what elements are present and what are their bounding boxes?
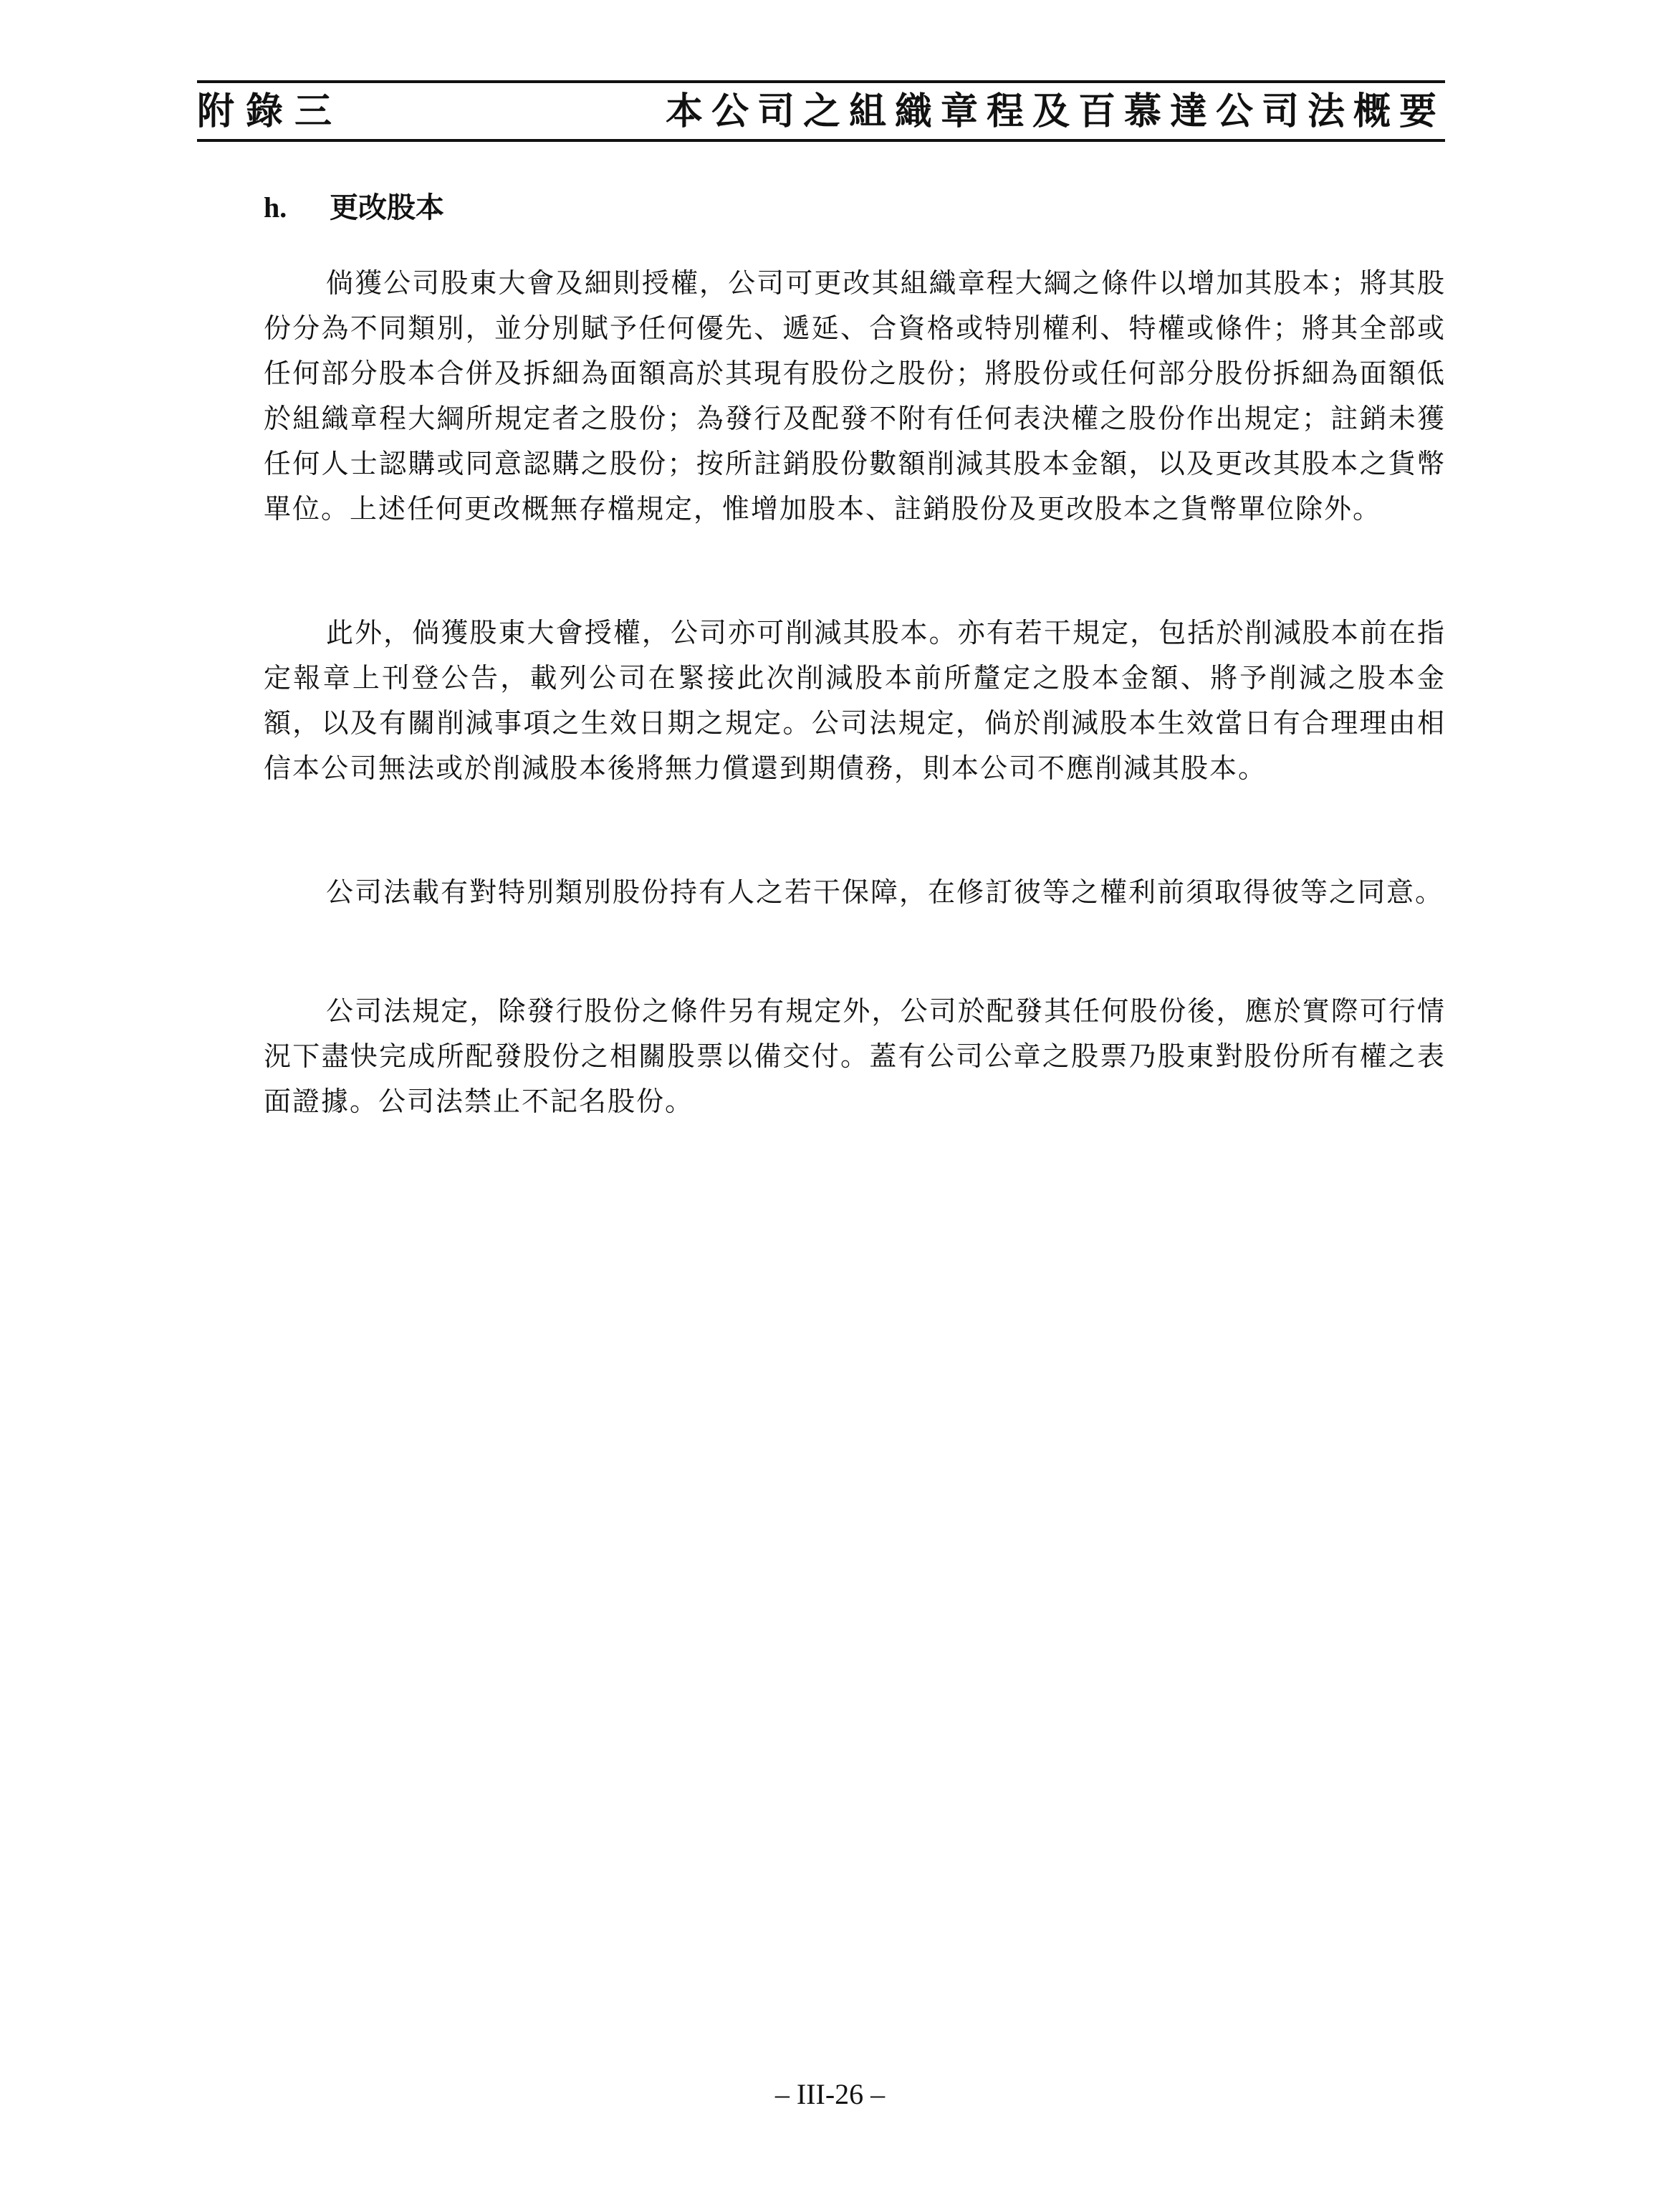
- paragraph-reduce-capital: 此外，倘獲股東大會授權，公司亦可削減其股本。亦有若干規定，包括於削減股本前在指定報章上刊登公告，載列公司在緊接此次削減股本前所釐定之股本金額、將予削減之股本金額，以及有關削減事項之生效日期之規定。公司法規定，倘於削減股本生效當日有合理理由相信本公司無法或於削減股本後將無力償還到期債務，則本公司不應削減其股本。: [264, 617, 1446, 784]
- page-number: – III-26 –: [774, 2078, 886, 2110]
- section-title: 更改股本: [330, 191, 444, 224]
- page-header: [197, 80, 1445, 142]
- appendix-label: 附錄三: [197, 90, 344, 133]
- section-heading: [264, 188, 444, 228]
- header-title: 本公司之組織章程及百慕達公司法概要: [665, 90, 1445, 133]
- paragraph-alter-capital: 倘獲公司股東大會及細則授權，公司可更改其組織章程大綱之條件以增加其股本；將其股份分為不同類別，並分別賦予任何優先、遞延、合資格或特別權利、特權或條件；將其全部或任何部分股本合併及拆細為面額高於其現有股份之股份；將股份或任何部分股份拆細為面額低於組織章程大綱所規定者之股份；為發行及配發不附有任何表決權之股份作出規定；註銷未獲任何人士認購或同意認購之股份；按所註銷股份數額削減其股本金額，以及更改其股本之貨幣單位。上述任何更改概無存檔規定，惟增加股本、註銷股份及更改股本之貨幣單位除外。: [264, 267, 1446, 525]
- paragraph-share-certificates: 公司法規定，除發行股份之條件另有規定外，公司於配發其任何股份後，應於實際可行情況下盡快完成所配發股份之相關股票以備交付。蓋有公司公章之股票乃股東對股份所有權之表面證據。公司法禁止不記名股份。: [264, 995, 1446, 1117]
- section-number: h.: [264, 191, 287, 224]
- paragraph-class-rights: 公司法載有對特別類別股份持有人之若干保障，在修訂彼等之權利前須取得彼等之同意。: [326, 876, 1444, 908]
